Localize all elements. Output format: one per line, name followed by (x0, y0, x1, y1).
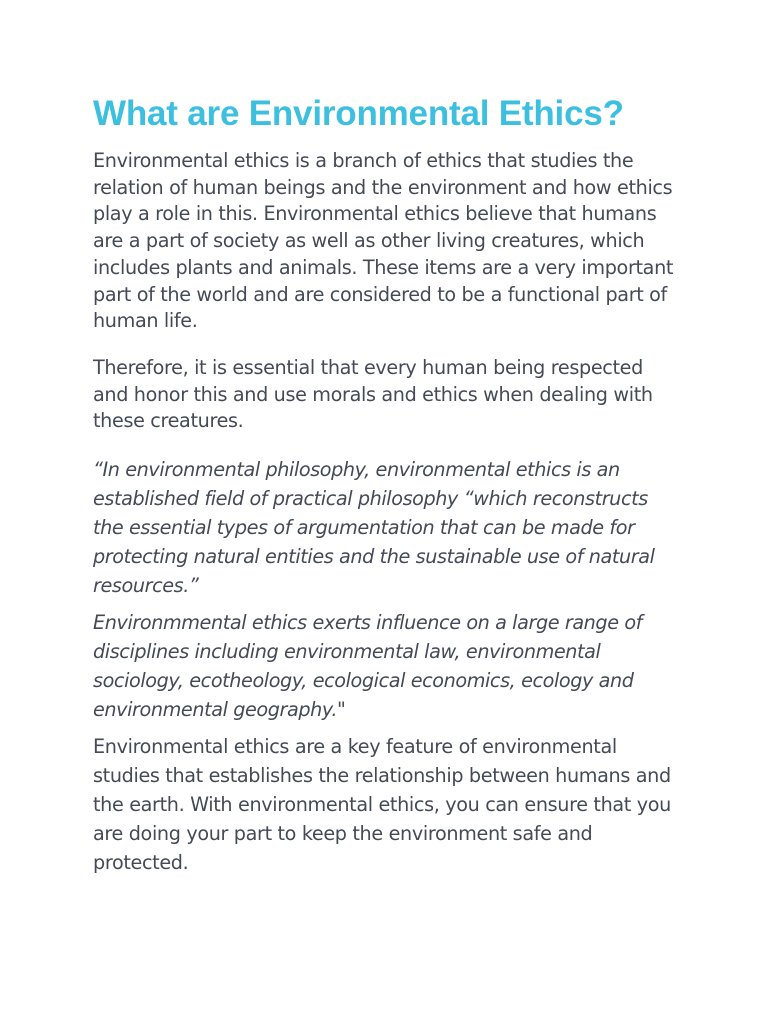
quote-paragraph-2: Environmmental ethics exerts influence on a large range of disciplines including environmental law, environmental sociology, ecotheology, ecological economics, ecology and environmental geography." (93, 611, 643, 722)
second-paragraph: Therefore, it is essential that every human being respected and honor this and use morals and ethics when dealing with these creatures. (93, 355, 653, 433)
intro-paragraph: Environmental ethics is a branch of ethics that studies the relation of human beings and the environment and how ethics play a role in this. Environmental ethics believe that humans are a part of society as well as other living creatures, which includes plants and animals. These items are a very important part of the world and are considered to be a functional part of human life. (93, 149, 674, 333)
closing-paragraph: Environmental ethics are a key feature of environmental studies that establishes the relationship between humans and the earth. With environmental ethics, you can ensure that you are doing your part to keep the environment safe and protected. (93, 735, 671, 875)
document-page (93, 90, 683, 897)
quote-paragraph-1: “In environmental philosophy, environmental ethics is an established field of practical philosophy “which reconstructs the essential types of argumentation that can be made for protecting natural entities and the sustainable use of natural resources.” (93, 458, 655, 598)
page-title: What are Environmental Ethics? (93, 94, 624, 133)
